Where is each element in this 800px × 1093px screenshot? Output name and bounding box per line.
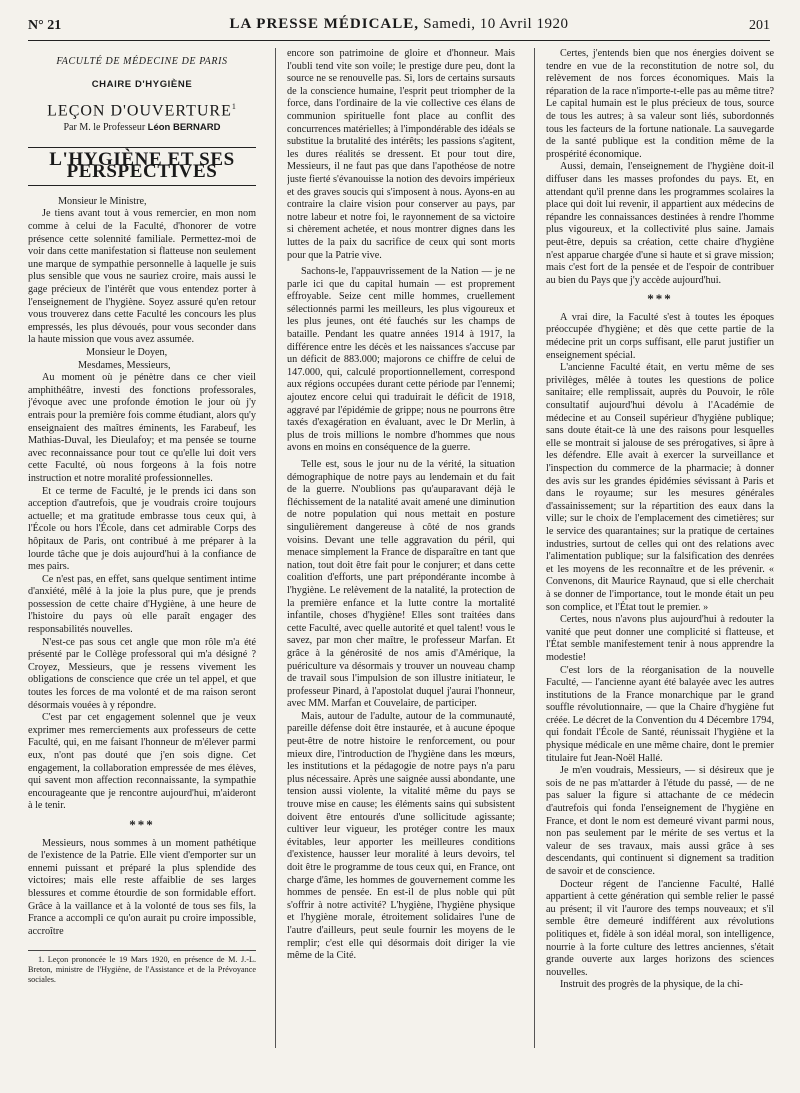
chair-name: CHAIRE D'HYGIÈNE — [91, 78, 193, 90]
paragraph: Ce n'est pas, en effet, sans quelque sentiment intime d'anxiété, mêlé à la joie la plus pure, que je prends possession de cette chaire d'Hygiène, à une heure de l'histoire du pays où elle paraît engager des responsabilités nouvelles. — [28, 573, 256, 636]
paragraph: Telle est, sous le jour nu de la vérité, la situation démographique de notre pays au lendemain et du fait de la guerre. N'oublions pas qu'auparavant déjà le fléchissement de la natalité avait amené une diminution de notre population qui nous mettait en posture singulièrement dangereuse à côté de nos grands voisins. Devant une telle aggravation du péril, qui menace simplement la France de disparaître en tant que nation, tout doit être fait pour le conjurer; et dans cette coalition d'efforts, une part prépondérante incombe à l'hygiène. Le relèvement de la natalité, la protection de la première enfance et la lutte contre la mortalité infantile, choses d'hygiène! Elles sont traitées dans cette Faculté, avec quelle autorité et quel talent! vous le savez, par mon cher maître, le professeur Marfan. Et grâce à la générosité de nos amis d'Amérique, la puériculture va désormais y trouver un nouveau champ de travail sous l'impulsion de son illustre initiateur, le professeur Pinard, à l'apostolat duquel j'aurai l'honneur, avec MM. Marfan et Couvelaire, de participer. — [287, 459, 515, 710]
paragraph: Mais, autour de l'adulte, autour de la communauté, pareille défense doit être instaurée, et à aucune époque peut-être de notre histoire le renforcement, ou pour mieux dire, l'introduction de l'hygiène dans les mœurs, les institutions et la pédagogie de notre pays n'a paru plus nécessaire. Après une saignée aussi abondante, une tension aussi violente, la vitalité même du pays se trouve mise en cause; les éléments sains qui subsistent doivent être entourés d'une sollicitude agissante; cultiver leur vigueur, les protéger contre les maux évitables, leur apporter les meilleures conditions d'existence, hausser leur moralité à leurs devoirs, tel doit être le programme de tous ceux qui, en France, ont charge d'âme, les hommes de gouvernement comme les hommes de pensée. En est-il de plus noble qui pût s'offrir à notre activité? L'hygiène, l'hygiène physique et l'hygiène morale, étroitement solidaires l'une de l'autre d'ailleurs, peut seule fournir les moyens de le remplir; c'est elle qui désormais doit diriger la vie même de la Cité. — [287, 710, 515, 962]
page-number: 201 — [749, 18, 770, 33]
salutation: Monsieur le Ministre, — [58, 195, 147, 207]
paragraph: Je m'en voudrais, Messieurs, — si désireux que je sois de ne pas m'attarder à l'étude du passé, — de ne pas saluer la figure si attachante de ce médecin d'autrefois qui fonda l'enseignement de l'hygiène en France, et dont le nom est demeuré vivant parmi nous, non pas seulement par le mérite de ses vertus et la valeur de ses travaux, mais aussi grâce à ses descendants, qui continuent si dignement sa tradition de savoir et de conscience. — [546, 765, 774, 877]
paragraph: Aussi, demain, l'enseignement de l'hygiène doit-il diffuser dans les masses profondes du pays. Et, en attendant qu'il prenne dans les programmes scolaires la place qui doit lui revenir, il appartient aux médecins de répandre les connaissances destinées à rendre l'homme plus vigoureux, et la collectivité plus saine. Jamais peut-être, depuis sa création, cette chaire d'hygiène n'est apparue chargée d'une si haute et si grave mission; mais c'est fort de la pensée et de l'espoir de contribuer au bien du Pays que j'y accède aujourd'hui. — [546, 161, 774, 286]
salutation: Mesdames, Messieurs, — [78, 359, 171, 371]
journal-name: LA PRESSE MÉDICALE, — [229, 16, 419, 32]
paragraph: Au moment où je pénètre dans ce cher vieil amphithéâtre, investi des fonctions professorales, j'évoque avec une profonde émotion le jour où j'y entrais pour la première fois comme étudiant, alors qu'y enseignaient des maîtres éminents, les Farabeuf, les Mathias-Duval, les Dieulafoy; et ma pensée se tourne avec reconnaissance pour tout ce qu'elle lui doit vers cette Faculté, où nous forgeons à la fois notre instruction et notre moralité professionnelles. — [28, 372, 256, 484]
paragraph: A vrai dire, la Faculté s'est à toutes les époques préoccupée d'hygiène; et dès que cette partie de la médecine prit un corps suffisant, elle parut justifier un enseignement spécial. — [546, 311, 774, 361]
journal-title — [28, 16, 770, 33]
byline — [28, 122, 256, 135]
section-separator: *** — [129, 816, 155, 832]
section-separator: *** — [647, 291, 673, 307]
article-title: L'HYGIÈNE ET SES PERSPECTIVES — [28, 147, 256, 186]
paragraph: Je tiens avant tout à vous remercier, en mon nom comme à celui de la Faculté, d'honorer de votre présence cette solennité familiale. Permettez-moi de voir dans cette manifestation si flatteuse non seulement une marque de sympathie personnelle à laquelle je suis plus sensible que vous ne sauriez croire, mais aussi le gage précieux de l'intérêt que vous entendez porter à l'enseignement de l'hygiène. Soyez assuré qu'en retour vous trouverez dans cette Faculté les concours les plus empressés, les plus dévoués, pour vous seconder dans la haute mission que vous avez assumée. — [28, 208, 256, 346]
issue-date: Samedi, 10 Avril 1920 — [423, 16, 569, 32]
page-header — [28, 14, 770, 41]
footnote: 1. Leçon prononcée le 19 Mars 1920, en présence de M. J.-L. Breton, ministre de l'Hygiène, de l'Assistance et de la Prévoyance sociales. — [28, 950, 256, 985]
paragraph: L'ancienne Faculté était, en vertu même de ses privilèges, mêlée à toutes les questions de police sanitaire; elle remplissait, auprès du Pouvoir, le rôle consultatif aujourd'hui dévolu à l'Académie de médecine et au Conseil supérieur d'hygiène publique; sans doute était-ce là une des raisons pour lesquelles elle se montrait si jalouse de ses prérogatives, si âpre à les défendre. Elle avait à exercer la surveillance et l'inspection du commerce de la pharmacie; à donner des avis sur les grandes épidémies sévissant à Paris et dans le royaume; sur les mesures générales d'assainissement; sur la répartition des eaux dans la ville; sur le choix de l'emplacement des cimetières; sur le service des quarantaines; sur la pratique de certaines industries, surtout de celles qui ont des relations avec l'alimentation publique; sur la falsification des denrées et les moyens de les reconnaître et de les prévenir. « Convenons, dit Maurice Raynaud, que si elle cherchait à se donner de l'importance, tout le monde était un peu son complice, et l'État tout le premier. » — [546, 362, 774, 613]
paragraph: C'est lors de la réorganisation de la nouvelle Faculté, — l'ancienne ayant été balayée avec les autres institutions de la France monarchique par le grand souffle révolutionnaire, — que la Chaire d'hygiène fut créée. Le décret de la Convention du 4 Décembre 1794, qui fondait l'École de Santé, réunissait l'hygiène et la physique médicale en une même chaire, dont le premier titulaire fut Jean-Noël Hallé. — [546, 664, 774, 764]
paragraph: Instruit des progrès de la physique, de la chi- — [560, 979, 744, 991]
author-name: Léon BERNARD — [147, 122, 221, 134]
paragraph: encore son patrimoine de gloire et d'honneur. Mais l'oubli tend vite son voile; le prestige dure peu, dont la source ne se renouvelle pas. Si, lors de certains sursauts de la conscience humaine, l'esprit peut triompher de la force, dans l'ordinaire de la vie collective ces élans de communion spirituelle font place au conflit des concurrences matérielles; à l'impondérable des idéals se substitue la brutalité des intérêts; les passions s'agitent, les dures réalités se dressent. Et pour tout dire, Messieurs, il ne faut pas que dans l'apothéose de notre juste fierté s'évanouisse la notion des devoirs impérieux et des graves soucis qui s'imposent à nous. Ayons-en au contraire la claire vision pour conserver au pays, par notre labeur et notre foi, le rayonnement de sa victoire si chèrement achetée, et nous montrer dignes dans les luttes de la paix du sacrifice de ceux qui sont morts pour que la Patrie vive. — [287, 48, 515, 261]
paragraph: Certes, nous n'avons plus aujourd'hui à redouter la vanité que peut donner une complicité si flatteuse, et l'État semble manifestement tenir à nous apprendre la modestie! — [546, 614, 774, 663]
byline-prefix: Par M. le Professeur — [63, 122, 146, 134]
footnote-marker: 1 — [231, 102, 237, 112]
paragraph: N'est-ce pas sous cet angle que mon rôle m'a été présenté par le Collège professoral qui m'a désigné ? Croyez, Messieurs, que je ressens vivement les obligations de conscience que crée un tel appel, et que toutes les forces de ma volonté et de ma raison seront désormais vouées à y répondre. — [28, 636, 256, 711]
column-divider — [275, 48, 276, 1048]
salutation: Monsieur le Doyen, — [86, 347, 168, 359]
column-1 — [28, 48, 256, 1093]
lecture-heading — [28, 101, 256, 118]
paragraph: Et ce terme de Faculté, je le prends ici dans son acception d'autrefois, que je voudrais croire toujours actuelle; et ma gratitude embrasse tous ceux qui, à l'École ou hors l'École, dans cet admirable Corps des hôpitaux de Paris, ont contribué à me préparer à la lourde tâche que je dois aujourd'hui à la confiance de mes pairs. — [28, 485, 256, 573]
column-3 — [546, 48, 774, 1053]
issue-number: N° 21 — [28, 18, 62, 33]
paragraph: Sachons-le, l'appauvrissement de la Nation — je ne parle ici que du capital humain — est proprement effroyable. Seize cent mille hommes, cruellement sélectionnés parmi les meilleurs, les plus vigoureux et les plus jeunes, ont été fauchés sur les champs de bataille. Pendant les quatre années 1914 à 1917, la différence entre les décès et les naissances s'accuse par un déficit de 883.000; majorons ce chiffre de celui de 147.000, qui, calculé proportionnellement, correspond aux régions occupées durant cette période par l'ennemi; ajoutez encore celui qui traduirait le déficit de 1918, aggravé par l'épidémie de grippe; nous ne pourrons être taxés d'exagération en évaluant, avec le Dr Merlin, à plus de trois millions le nombre d'hommes que nous avons en moins en conséquence de la guerre. — [287, 266, 515, 454]
faculty-name: FACULTÉ DE MÉDECINE DE PARIS — [56, 56, 228, 67]
paragraph: Messieurs, nous sommes à un moment pathétique de l'existence de la Patrie. Elle vient d'emporter sur un ennemi puissant et préparé la plus splendide des victoires; mais elle reste affaiblie de ses larges blessures et comme étourdie de son formidable effort. Grâce à la vaillance et à la volonté de tous ses fils, la France a accompli ce qu'on aurait pu croire impossible, accroître — [28, 837, 256, 937]
paragraph: C'est par cet engagement solennel que je veux exprimer mes remerciements aux professeurs de cette Faculté, qui, en me faisant l'honneur de m'élever parmi eux, n'ont pas douté que j'en sois digne. Cet engagement, la collaboration empressée de mes élèves, qui savent mon affection reconnaissante, la sympathie encourageante que je rencontre aujourd'hui, m'aideront à le tenir. — [28, 712, 256, 812]
column-2 — [287, 48, 515, 1053]
column-divider — [534, 48, 535, 1048]
lecture-title: LEÇON D'OUVERTURE — [47, 102, 232, 120]
paragraph: Docteur régent de l'ancienne Faculté, Hallé appartient à cette génération qui semble relier le passé au présent; il vit l'aurore des temps nouveaux; et s'il semble être demeuré indifférent aux révolutions politiques et, fidèle à son idéal moral, son intelligence, nourrie à la forte culture des lettres anciennes, s'était grande ouverte aux larges horizons des sciences nouvelles. — [546, 878, 774, 978]
paragraph: Certes, j'entends bien que nos énergies doivent se tendre en vue de la reconstitution de notre sol, du relèvement de nos forces économiques. Mais la réparation de la race n'importe-t-elle pas au même titre? Le capital humain est le plus précieux de tous, source de tous les autres; à sa valeur sont liés, subordonnés tous les facteurs de la fortune nationale. La sauvegarde de la santé publique est la condition même de la prospérité économique. — [546, 48, 774, 160]
